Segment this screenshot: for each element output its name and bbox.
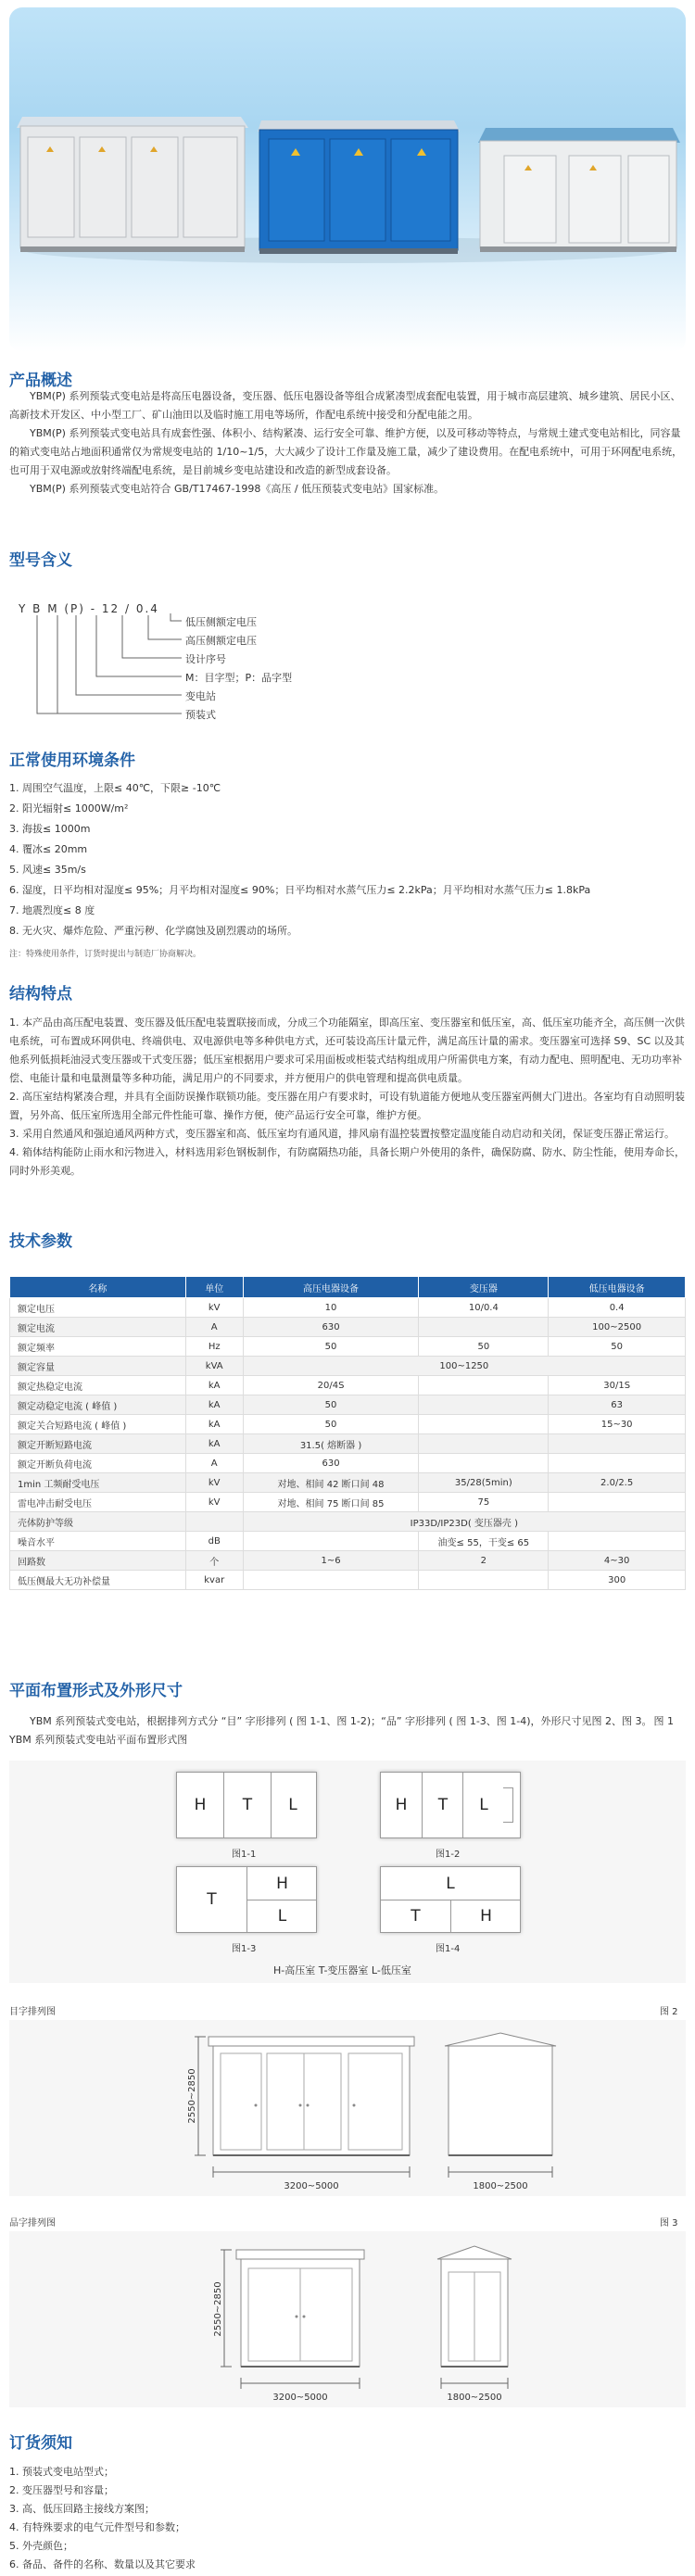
layout-figure-1-4: [380, 1866, 521, 1933]
order-item: 4. 有特殊要求的电气元件型号和参数；: [9, 2521, 185, 2533]
table-cell: kV: [185, 1493, 243, 1512]
high-voltage-room-cell: H: [395, 1796, 408, 1814]
table-cell: kV: [185, 1473, 243, 1493]
model-label: 变电站: [185, 690, 216, 702]
table-cell: kA: [185, 1376, 243, 1395]
transformer-room-cell: T: [207, 1890, 217, 1909]
section-title-model: 型号含义: [9, 551, 72, 570]
table-cell: kA: [185, 1395, 243, 1415]
table-row: [10, 1493, 686, 1512]
figure-3-title: 品字排列图: [9, 2218, 56, 2229]
section-title-environment: 正常使用环境条件: [9, 751, 135, 770]
table-cell: [419, 1318, 549, 1337]
figure-3-panel: [9, 2231, 686, 2407]
table-cell: kA: [185, 1434, 243, 1454]
model-label: 预装式: [185, 709, 216, 721]
table-cell: [419, 1395, 549, 1415]
table-cell: 2: [419, 1551, 549, 1571]
figure-3-height: 2550~2850: [213, 2281, 223, 2337]
figure-2-number: 图 2: [660, 2007, 678, 2017]
hero-banner: [9, 7, 686, 352]
table-header-cell: 低压电器设备: [549, 1277, 686, 1298]
table-row: [10, 1434, 686, 1454]
model-label: 设计序号: [185, 653, 226, 665]
structure-item: 2. 高压室结构紧凑合理，并具有全面防误操作联锁功能。变压器在用户有要求时，可设有轨道能方便地从变压器室两侧大门进出。各室均有自动照明装置，另外高、低压室所选用全部元件性能可靠、操作方便，使产品运行安全可靠，维护方便。: [9, 1091, 685, 1121]
environment-note: 注：特殊使用条件，订货时提出与制造厂协商解决。: [9, 950, 202, 959]
table-row: [10, 1512, 686, 1532]
table-cell: Hz: [185, 1337, 243, 1357]
table-cell: 回路数: [10, 1551, 186, 1571]
table-cell: 1~6: [243, 1551, 419, 1571]
table-cell: kvar: [185, 1571, 243, 1590]
table-cell: 630: [243, 1454, 419, 1473]
figure-caption: 图1-2: [436, 1850, 461, 1860]
environment-item: 1. 周围空气温度，上限≤ 40℃，下限≥ -10℃: [9, 782, 221, 794]
table-cell: A: [185, 1318, 243, 1337]
table-cell: 31.5( 熔断器 ): [243, 1434, 419, 1454]
table-row: [10, 1473, 686, 1493]
structure-item: 1. 本产品由高压配电装置、变压器及低压配电装置联接而成，分成三个功能隔室，即高压室、变压器室和低压室，高、低压室功能齐全，高压侧一次供电系统，可布置成环网供电、终端供电、双电源供电等多种供电方式，还可装设高压计量元件，满足高压计量的需求。变压器室可选择 S9、SC 以及其他系列低损耗油浸式变压器或干式变压器；低压室根据用户要求可采用面板或柜装式结构组成用户所需供电方案，有动力配电、照明配电、无功功率补偿、电能计量和电量测量等多种功能，满足用户的不同要求，并方便用户的供电管理和提高供电质量。: [9, 1017, 685, 1084]
table-row: [10, 1337, 686, 1357]
table-cell: [419, 1415, 549, 1434]
table-cell: 30/1S: [549, 1376, 686, 1395]
low-voltage-room-cell: L: [288, 1796, 297, 1814]
grey-substation-right: [478, 128, 680, 252]
table-cell: [243, 1571, 419, 1590]
model-code: Y B M (P) - 12 / 0.4: [19, 602, 159, 615]
table-cell: 75: [419, 1493, 549, 1512]
table-header-cell: 名称: [10, 1277, 186, 1298]
table-row: [10, 1571, 686, 1590]
table-header-cell: 变压器: [419, 1277, 549, 1298]
environment-item: 3. 海拔≤ 1000m: [9, 823, 91, 835]
table-cell: [419, 1454, 549, 1473]
table-row: [10, 1318, 686, 1337]
section-title-layout: 平面布置形式及外形尺寸: [9, 1682, 183, 1700]
table-cell: 对地、相间 42 断口间 48: [243, 1473, 419, 1493]
order-item: 2. 变压器型号和容量；: [9, 2484, 114, 2496]
figure-2-title: 目字排列图: [9, 2007, 56, 2017]
table-row: [10, 1532, 686, 1551]
structure-text: [9, 1014, 686, 1181]
table-cell: kA: [185, 1415, 243, 1434]
figure-3-drawing: [9, 2231, 686, 2407]
table-cell: 50: [419, 1337, 549, 1357]
table-cell: [549, 1532, 686, 1551]
table-cell: A: [185, 1454, 243, 1473]
table-cell: 50: [549, 1337, 686, 1357]
table-cell: 300: [549, 1571, 686, 1590]
table-cell: [549, 1493, 686, 1512]
table-cell: 额定热稳定电流: [10, 1376, 186, 1395]
overview-paragraph: YBM(P) 系列预装式变电站具有成套性强、体积小、结构紧凑、运行安全可靠、维护方便，以及可移动等特点，与常规土建式变电站相比，同容量的箱式变电站占地面积通常仅为常规变电站的 1/10~1/5，大大减少了设计工作量及施工量，减少了建设费用。在配电系统中，可用于环网配电系统，也可用于双电源或放射终端配电系统，是目前城乡变电站建设和改造的新型成套设备。: [9, 427, 683, 476]
table-cell: 油变≤ 55，干变≤ 65: [419, 1532, 549, 1551]
table-cell: [185, 1512, 243, 1532]
table-cell: [243, 1532, 419, 1551]
figure-3-width: 3200~5000: [272, 2393, 328, 2403]
table-header-cell: 高压电器设备: [243, 1277, 419, 1298]
order-item: 6. 备品、备件的名称、数量以及其它要求: [9, 2558, 196, 2570]
figure-2-drawing: [9, 2020, 686, 2196]
layout-intro: [9, 1712, 686, 1749]
substation-products-illustration: [9, 7, 686, 352]
overview-text: [9, 387, 686, 499]
table-cell: 低压侧最大无功补偿量: [10, 1571, 186, 1590]
side-extension-mark: [503, 1787, 513, 1823]
transformer-room-cell: T: [411, 1906, 421, 1926]
table-cell: 额定开断负荷电流: [10, 1454, 186, 1473]
high-voltage-room-cell: H: [246, 1867, 317, 1900]
table-cell: 对地、相间 75 断口间 85: [243, 1493, 419, 1512]
figure-2-width: 3200~5000: [284, 2181, 339, 2191]
order-item: 1. 预装式变电站型式；: [9, 2466, 114, 2478]
table-cell: [419, 1571, 549, 1590]
section-title-order: 订货须知: [9, 2434, 72, 2453]
table-cell: 35/28(5min): [419, 1473, 549, 1493]
environment-item: 4. 覆冰≤ 20mm: [9, 843, 88, 855]
table-cell: 2.0/2.5: [549, 1473, 686, 1493]
table-cell: 630: [243, 1318, 419, 1337]
environment-list: [9, 778, 686, 941]
table-cell: 50: [243, 1395, 419, 1415]
figure-caption: 图1-3: [232, 1944, 257, 1954]
table-cell: 额定频率: [10, 1337, 186, 1357]
table-row: [10, 1415, 686, 1434]
high-voltage-room-cell: H: [194, 1796, 207, 1814]
environment-item: 8. 无火灾、爆炸危险、严重污秽、化学腐蚀及剧烈震动的场所。: [9, 925, 297, 937]
environment-item: 5. 风速≤ 35m/s: [9, 864, 86, 876]
table-cell: [549, 1434, 686, 1454]
low-voltage-room-cell: L: [381, 1867, 520, 1900]
environment-item: 6. 湿度，日平均相对湿度≤ 95%；月平均相对湿度≤ 90%；日平均相对水蒸气压力≤ 2.2kPa；月平均相对水蒸气压力≤ 1.8kPa: [9, 884, 591, 896]
environment-item: 7. 地震烈度≤ 8 度: [9, 904, 95, 916]
order-item: 3. 高、低压回路主接线方案图；: [9, 2503, 155, 2515]
table-cell: 20/4S: [243, 1376, 419, 1395]
table-cell: 额定电流: [10, 1318, 186, 1337]
table-cell: IP33D/IP23D( 变压器壳 ): [243, 1512, 685, 1532]
table-cell: 0.4: [549, 1298, 686, 1318]
table-cell: 100~2500: [549, 1318, 686, 1337]
structure-item: 3. 采用自然通风和强迫通风两种方式，变压器室和高、低压室均有通风道，排风扇有温控装置按整定温度能自动启动和关闭，保证变压器正常运行。: [9, 1128, 675, 1140]
table-row: [10, 1357, 686, 1376]
structure-item: 4. 箱体结构能防止雨水和污物进入，材料选用彩色钢板制作，有防腐隔热功能，具备长期户外使用的条件，确保防腐、防水、防尘性能，使用寿命长，同时外形美观。: [9, 1146, 685, 1177]
table-row: [10, 1298, 686, 1318]
table-header-cell: 单位: [185, 1277, 243, 1298]
table-cell: 1min 工频耐受电压: [10, 1473, 186, 1493]
table-cell: 100~1250: [243, 1357, 685, 1376]
table-cell: kVA: [185, 1357, 243, 1376]
order-item: 5. 外壳颜色；: [9, 2540, 73, 2552]
figure-2-depth: 1800~2500: [473, 2181, 528, 2191]
table-cell: 50: [243, 1337, 419, 1357]
model-code-diagram: [19, 593, 389, 732]
layout-intro-text: YBM 系列预装式变电站，根据排列方式分 “目” 字形排列 ( 图 1-1、图 1-2)；“品” 字形排列 ( 图 1-3、图 1-4)，外形尺寸见图 2、图 3。 图 1 YBM 系列预装式变电站平面布置形式图: [9, 1715, 685, 1746]
technical-parameters-table: [9, 1276, 686, 1590]
table-header-row: [10, 1277, 686, 1298]
figure-2-panel: [9, 2020, 686, 2196]
table-cell: dB: [185, 1532, 243, 1551]
table-row: [10, 1376, 686, 1395]
transformer-room-cell: T: [223, 1773, 272, 1837]
figure-caption: 图1-1: [232, 1850, 257, 1860]
table-cell: 10/0.4: [419, 1298, 549, 1318]
section-title-overview: 产品概述: [9, 372, 72, 390]
high-voltage-room-cell: H: [450, 1900, 521, 1932]
table-cell: 10: [243, 1298, 419, 1318]
environment-item: 2. 阳光辐射≤ 1000W/m²: [9, 802, 129, 814]
table-cell: 15~30: [549, 1415, 686, 1434]
table-cell: [419, 1376, 549, 1395]
layout-figure-1-2: [380, 1772, 521, 1838]
layout-figure-1-3: [176, 1866, 317, 1933]
model-label: 高压侧额定电压: [185, 635, 257, 647]
layout-figure-1-1: [176, 1772, 317, 1838]
table-cell: 雷电冲击耐受电压: [10, 1493, 186, 1512]
table-cell: 额定关合短路电流 ( 峰值 ): [10, 1415, 186, 1434]
table-cell: 壳体防护等级: [10, 1512, 186, 1532]
table-cell: 个: [185, 1551, 243, 1571]
blue-substation-middle: [258, 120, 460, 254]
grey-substation-left: [17, 117, 248, 252]
transformer-room-cell: T: [422, 1773, 463, 1837]
table-cell: 额定电压: [10, 1298, 186, 1318]
overview-paragraph: YBM(P) 系列预装式变电站是将高压电器设备，变压器、低压电器设备等组合成紧凑型成套配电装置，用于城市高层建筑、城乡建筑、居民小区、高新技术开发区、中小型工厂、矿山油田以及临时施工用电等场所，作配电系统中接受和分配电能之用。: [9, 390, 681, 421]
table-row: [10, 1395, 686, 1415]
table-cell: 额定动稳定电流 ( 峰值 ): [10, 1395, 186, 1415]
section-title-params: 技术参数: [9, 1232, 72, 1251]
layout-diagram-panel: [9, 1761, 686, 1983]
table-cell: 额定容量: [10, 1357, 186, 1376]
low-voltage-room-cell: L: [246, 1900, 317, 1932]
table-cell: [549, 1454, 686, 1473]
section-title-structure: 结构特点: [9, 985, 72, 1004]
table-cell: 50: [243, 1415, 419, 1434]
order-list: [9, 2463, 686, 2574]
figure-3-depth: 1800~2500: [447, 2393, 502, 2403]
table-cell: kV: [185, 1298, 243, 1318]
table-cell: 63: [549, 1395, 686, 1415]
figure-caption: 图1-4: [436, 1944, 461, 1954]
low-voltage-room-cell: L: [462, 1773, 504, 1837]
table-cell: 噪音水平: [10, 1532, 186, 1551]
overview-paragraph: YBM(P) 系列预装式变电站符合 GB/T17467-1998《高压 / 低压预装式变电站》国家标准。: [30, 483, 445, 495]
layout-legend: H-高压室 T-变压器室 L-低压室: [273, 1964, 411, 1976]
table-cell: [419, 1434, 549, 1454]
figure-3-number: 图 3: [660, 2218, 678, 2229]
model-label: M：目字型；P：品字型: [185, 672, 293, 684]
figure-2-height: 2550~2850: [187, 2068, 197, 2124]
table-cell: 额定开断短路电流: [10, 1434, 186, 1454]
table-cell: 4~30: [549, 1551, 686, 1571]
model-label: 低压侧额定电压: [185, 616, 257, 628]
table-row: [10, 1454, 686, 1473]
table-row: [10, 1551, 686, 1571]
